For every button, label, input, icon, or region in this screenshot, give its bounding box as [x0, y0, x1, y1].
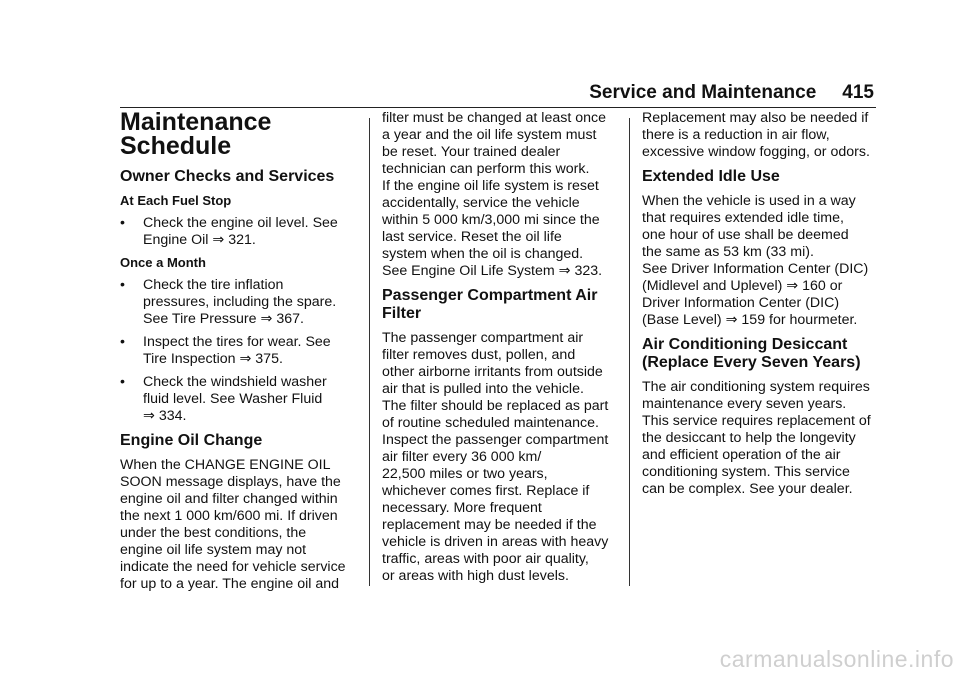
paragraph-line: necessary. More frequent: [382, 500, 542, 516]
subsection-heading: At Each Fuel Stop: [120, 193, 232, 208]
paragraph-line: the desiccant to help the longevity: [642, 430, 856, 446]
paragraph-line: air filter every 36 000 km/: [382, 449, 542, 465]
list-item-text: ⇒ 334.: [143, 408, 187, 424]
paragraph-line: and efficient operation of the air: [642, 447, 841, 463]
paragraph-line: for up to a year. The engine oil and: [120, 576, 340, 592]
paragraph-line: maintenance every seven years.: [642, 396, 847, 412]
bullet-icon: •: [120, 215, 125, 231]
section-heading: [382, 287, 618, 323]
paragraph-line: See Driver Information Center (DIC): [642, 261, 869, 277]
list-item: [120, 215, 358, 249]
paragraph-line: Inspect the passenger compartment: [382, 432, 609, 448]
paragraph-line: The passenger compartment air: [382, 330, 584, 346]
paragraph: [642, 110, 878, 161]
heading-line: Filter: [382, 305, 422, 322]
heading-line: Passenger Compartment Air: [382, 287, 598, 304]
list-item-text: pressures, including the spare.: [143, 294, 337, 310]
paragraph-line: The filter should be replaced as part: [382, 398, 609, 414]
watermark: carmanualsonline.info: [719, 646, 954, 672]
paragraph-line: This service requires replacement of: [642, 413, 871, 429]
bullet-icon: •: [120, 334, 125, 350]
paragraph-line: within 5 000 km/3,000 mi since the: [382, 212, 600, 228]
list-item-text: fluid level. See Washer Fluid: [143, 391, 323, 407]
paragraph-line: When the CHANGE ENGINE OIL: [120, 457, 331, 473]
page-title: [120, 110, 358, 158]
paragraph-line: air that is pulled into the vehicle.: [382, 381, 584, 397]
paragraph: [382, 330, 618, 585]
paragraph-line: indicate the need for vehicle service: [120, 559, 346, 575]
paragraph-line: If the engine oil life system is reset: [382, 178, 599, 194]
page-title-line: Maintenance: [120, 108, 272, 136]
list-item-text: Engine Oil ⇒ 321.: [143, 232, 256, 248]
paragraph-line: conditioning system. This service: [642, 464, 850, 480]
list-item: [120, 334, 358, 368]
paragraph: [642, 379, 878, 498]
section-heading: [642, 336, 878, 372]
paragraph-line: under the best conditions, the: [120, 525, 307, 541]
heading-line: (Replace Every Seven Years): [642, 354, 861, 371]
paragraph-line: The air conditioning system requires: [642, 379, 870, 395]
paragraph-line: When the vehicle is used in a way: [642, 193, 856, 209]
paragraph-line: See Engine Oil Life System ⇒ 323.: [382, 263, 603, 279]
paragraph: [120, 457, 358, 593]
section-title: Service and Maintenance: [589, 82, 817, 103]
bullet-icon: •: [120, 374, 125, 390]
paragraph-line: one hour of use shall be deemed: [642, 227, 849, 243]
column-2: [382, 110, 618, 585]
paragraph-line: engine oil and filter changed within: [120, 491, 338, 507]
paragraph-line: engine oil life system may not: [120, 542, 307, 558]
list-item-text: Check the engine oil level. See: [143, 215, 338, 231]
paragraph-line: last service. Reset the oil life: [382, 229, 562, 245]
column-3: [642, 110, 878, 498]
paragraph-line: whichever comes first. Replace if: [382, 483, 590, 499]
paragraph-line: the next 1 000 km/600 mi. If driven: [120, 508, 338, 524]
paragraph-line: the same as 53 km (33 mi).: [642, 244, 814, 260]
paragraph-line: Driver Information Center (DIC): [642, 295, 840, 311]
section-heading: Owner Checks and Services: [120, 168, 335, 185]
running-header: [0, 82, 874, 104]
paragraph-line: (Midlevel and Uplevel) ⇒ 160 or: [642, 278, 843, 294]
paragraph-line: of routine scheduled maintenance.: [382, 415, 599, 431]
column-divider: [629, 118, 630, 586]
page-title-line: Schedule: [120, 132, 232, 160]
list-item-text: Inspect the tires for wear. See: [143, 334, 331, 350]
list-item-text: See Tire Pressure ⇒ 367.: [143, 311, 304, 327]
list-item-text: Check the windshield washer: [143, 374, 327, 390]
paragraph-line: accidentally, service the vehicle: [382, 195, 580, 211]
paragraph-line: technician can perform this work.: [382, 161, 590, 177]
paragraph-line: filter must be changed at least once: [382, 110, 606, 126]
paragraph-line: system when the oil is changed.: [382, 246, 584, 262]
section-heading: Extended Idle Use: [642, 168, 780, 185]
paragraph-line: replacement may be needed if the: [382, 517, 597, 533]
paragraph-line: can be complex. See your dealer.: [642, 481, 853, 497]
column-1: [120, 110, 358, 593]
section-heading: Engine Oil Change: [120, 432, 263, 449]
paragraph-line: that requires extended idle time,: [642, 210, 844, 226]
page-number: 415: [842, 82, 874, 103]
paragraph: [642, 193, 878, 329]
bullet-icon: •: [120, 277, 125, 293]
list-item-text: Check the tire inflation: [143, 277, 284, 293]
list-item: [120, 374, 358, 425]
paragraph-line: filter removes dust, pollen, and: [382, 347, 576, 363]
paragraph-line: Replacement may also be needed if: [642, 110, 869, 126]
column-divider: [369, 118, 370, 586]
paragraph-line: 22,500 miles or two years,: [382, 466, 548, 482]
paragraph-line: there is a reduction in air flow,: [642, 127, 830, 143]
paragraph-line: vehicle is driven in areas with heavy: [382, 534, 609, 550]
subsection-heading: Once a Month: [120, 255, 206, 270]
paragraph-line: excessive window fogging, or odors.: [642, 144, 870, 160]
list-item-text: Tire Inspection ⇒ 375.: [143, 351, 283, 367]
paragraph-line: SOON message displays, have the: [120, 474, 341, 490]
paragraph-line: a year and the oil life system must: [382, 127, 597, 143]
paragraph-line: other airborne irritants from outside: [382, 364, 603, 380]
list-item: [120, 277, 358, 328]
paragraph-line: be reset. Your trained dealer: [382, 144, 561, 160]
paragraph: [382, 110, 618, 280]
paragraph-line: or areas with high dust levels.: [382, 568, 569, 584]
paragraph-line: traffic, areas with poor air quality,: [382, 551, 589, 567]
heading-line: Air Conditioning Desiccant: [642, 336, 848, 353]
paragraph-line: (Base Level) ⇒ 159 for hourmeter.: [642, 312, 858, 328]
